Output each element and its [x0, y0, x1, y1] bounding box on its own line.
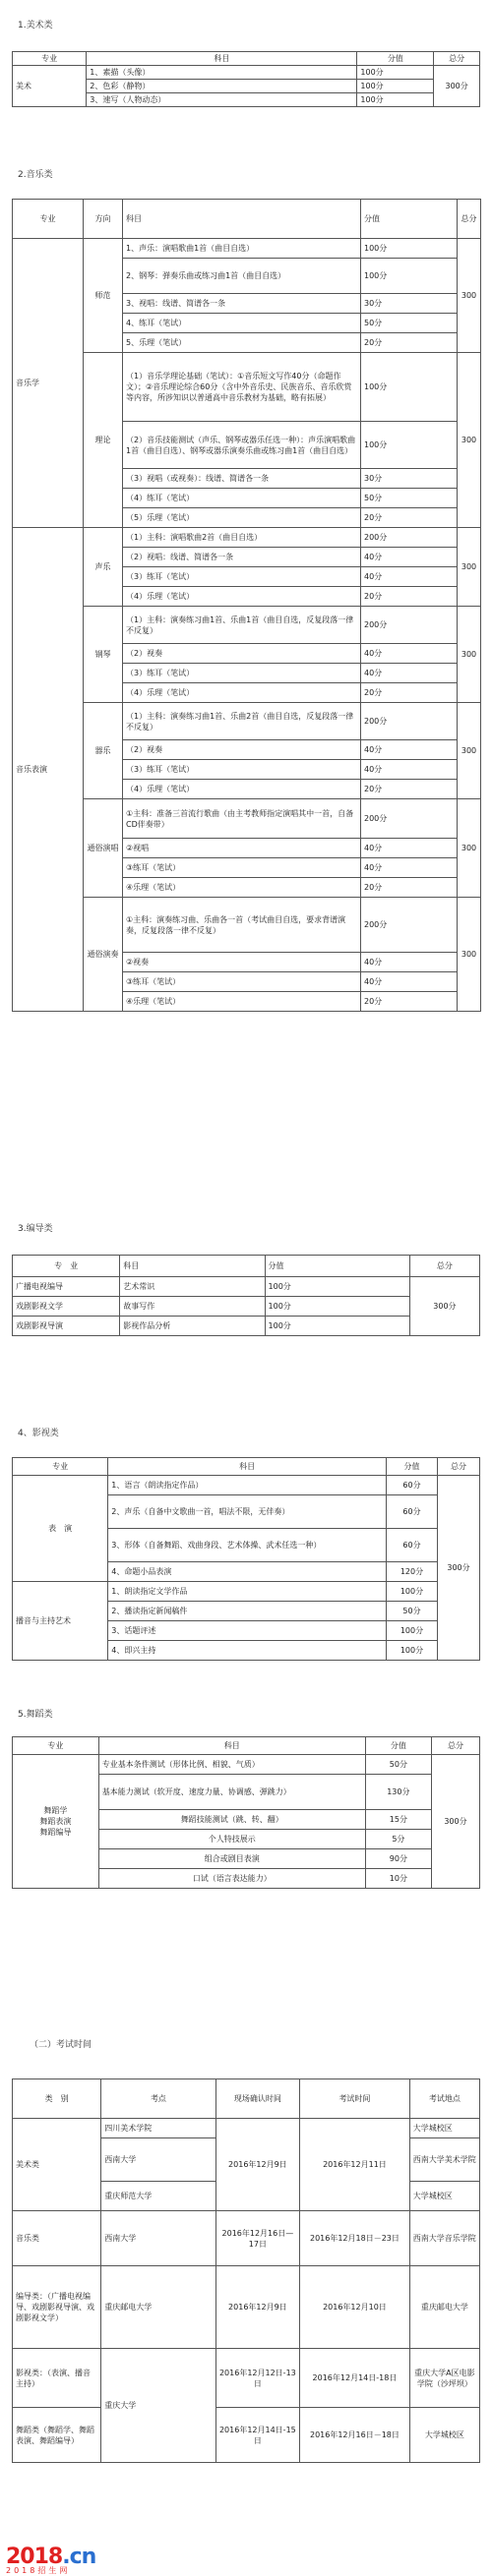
- venue-cell: 重庆邮电大学: [101, 2266, 215, 2349]
- major-cell: 音乐学: [13, 239, 84, 528]
- subject-cell: 2、色彩（静物）: [87, 80, 357, 93]
- subject-cell: （2）视唱：线谱、简谱各一条: [123, 548, 361, 567]
- score-cell: 40分: [361, 664, 458, 683]
- score-cell: 30分: [361, 469, 458, 489]
- header-cell: 科目: [120, 1256, 265, 1277]
- subject-cell: ①主科：准备三首流行歌曲（由主考教师指定演唱其中一首，自备CD伴奏带）: [123, 799, 361, 839]
- subject-cell: 故事写作: [120, 1297, 265, 1317]
- major-cell: 戏剧影视文学: [13, 1297, 120, 1317]
- total-cell: 300: [458, 239, 481, 353]
- score-cell: 200分: [361, 898, 458, 953]
- subject-cell: （1）主科：演奏练习曲1首、乐曲2首（曲目自选，反复段落一律不反复）: [123, 703, 361, 740]
- score-cell: 100分: [265, 1297, 409, 1317]
- header-cell: 总分: [458, 200, 481, 239]
- venue-cell: 重庆大学: [101, 2349, 215, 2463]
- venue-cell: 四川美术学院: [101, 2119, 215, 2138]
- score-cell: 200分: [361, 799, 458, 839]
- subject-cell: （2）音乐技能测试（声乐、钢琴或器乐任选一种）：声乐演唱歌曲1首（曲目自选）、钢琴或器乐演奏乐曲或练习曲1首（曲目自选）: [123, 422, 361, 469]
- place-cell: 大学城校区: [409, 2119, 479, 2138]
- subject-cell: 3、速写（人物动态）: [87, 93, 357, 107]
- direction-cell: 通俗演奏: [84, 898, 123, 1012]
- category-cell: 影视类：（表演、播音主持）: [13, 2349, 101, 2408]
- subject-cell: 舞蹈技能测试（跳、转、翻）: [98, 1810, 365, 1830]
- direction-cell: 声乐: [84, 528, 123, 607]
- category-cell: 编导类：（广播电视编导、戏剧影视导演、戏剧影视文学）: [13, 2266, 101, 2349]
- subject-cell: ④乐理（笔试）: [123, 992, 361, 1012]
- header-cell: 专业: [13, 1737, 99, 1755]
- score-cell: 40分: [361, 760, 458, 780]
- subject-cell: 个人特技展示: [98, 1830, 365, 1849]
- total-cell: 300: [458, 898, 481, 1012]
- site-watermark-logo: [6, 2545, 95, 2576]
- subject-cell: 2、播读指定新闻稿件: [108, 1602, 387, 1621]
- score-cell: 100分: [357, 93, 434, 107]
- header-cell: 方向: [84, 200, 123, 239]
- place-cell: 重庆邮电大学: [409, 2266, 479, 2349]
- subject-cell: （4）乐理（笔试）: [123, 587, 361, 607]
- watermark-year: 2018: [6, 2545, 63, 2569]
- subject-cell: 2、钢琴：弹奏乐曲或练习曲1首（曲目自选）: [123, 259, 361, 294]
- score-cell: 200分: [361, 703, 458, 740]
- score-cell: 100分: [357, 80, 434, 93]
- section-music-title: 2.音乐类: [18, 170, 53, 180]
- header-cell: 专 业: [13, 1256, 120, 1277]
- direction-cell: 钢琴: [84, 607, 123, 703]
- score-cell: 40分: [361, 953, 458, 972]
- subject-cell: 3、话题评述: [108, 1621, 387, 1641]
- subject-cell: （5）乐理（笔试）: [123, 508, 361, 528]
- major-cell: [13, 1755, 99, 1889]
- major-cell: 美术: [13, 66, 87, 107]
- art-table: [12, 51, 480, 107]
- section-art-title: 1.美术类: [18, 21, 53, 30]
- header-cell: 总分: [431, 1737, 479, 1755]
- exam-time-cell: 2016年12月10日: [300, 2266, 410, 2349]
- place-cell: 重庆大学A区电影学院（沙坪坝）: [409, 2349, 479, 2408]
- score-cell: 100分: [361, 353, 458, 422]
- header-cell: 考点: [101, 2079, 215, 2119]
- score-cell: 50分: [386, 1602, 437, 1621]
- direction-cell: 师范: [84, 239, 123, 353]
- score-cell: 40分: [361, 567, 458, 587]
- major-cell: 表 演: [13, 1476, 108, 1582]
- header-cell: 分值: [386, 1458, 437, 1476]
- place-cell: 西南大学美术学院: [409, 2138, 479, 2182]
- score-cell: 20分: [361, 992, 458, 1012]
- score-cell: 40分: [361, 644, 458, 664]
- score-cell: 100分: [386, 1582, 437, 1602]
- header-cell: 考试时间: [300, 2079, 410, 2119]
- score-cell: 40分: [361, 972, 458, 992]
- subject-cell: 4、练耳（笔试）: [123, 314, 361, 333]
- subject-cell: （2）视奏: [123, 644, 361, 664]
- score-cell: 60分: [386, 1476, 437, 1495]
- subject-cell: ②视唱: [123, 839, 361, 858]
- place-cell: 大学城校区: [409, 2408, 479, 2463]
- direction-cell: 器乐: [84, 703, 123, 799]
- total-cell: 300: [458, 799, 481, 898]
- subject-cell: 1、语言（朗读指定作品）: [108, 1476, 387, 1495]
- score-cell: 100分: [265, 1277, 409, 1297]
- film-table: [12, 1457, 480, 1661]
- music-table: [12, 199, 481, 1012]
- score-cell: 100分: [361, 422, 458, 469]
- exam-time-cell: 2016年12月18日－23日: [300, 2211, 410, 2266]
- score-cell: 30分: [361, 294, 458, 314]
- subject-cell: （3）练耳（笔试）: [123, 664, 361, 683]
- subject-cell: （4）乐理（笔试）: [123, 683, 361, 703]
- subject-cell: （1）音乐学理论基础（笔试）：①音乐短文写作40分（命题作文）；②音乐理论综合60分（含中外音乐史、民族音乐、音乐欣赏等内容，所涉知识以普通高中音乐教材为基础，略有拓展）: [123, 353, 361, 422]
- header-cell: 科目: [87, 52, 357, 66]
- subject-cell: （3）练耳（笔试）: [123, 567, 361, 587]
- score-cell: 90分: [365, 1849, 431, 1869]
- header-cell: 分值: [365, 1737, 431, 1755]
- score-cell: 200分: [361, 528, 458, 548]
- confirm-time-cell: 2016年12月12日-13日: [215, 2349, 300, 2408]
- score-cell: 15分: [365, 1810, 431, 1830]
- subject-cell: 1、朗读指定文学作品: [108, 1582, 387, 1602]
- total-cell: 300分: [434, 66, 480, 107]
- score-cell: 50分: [361, 489, 458, 508]
- subject-cell: ④乐理（笔试）: [123, 878, 361, 898]
- score-cell: 130分: [365, 1775, 431, 1810]
- score-cell: 20分: [361, 878, 458, 898]
- score-cell: 60分: [386, 1495, 437, 1529]
- score-cell: 200分: [361, 607, 458, 644]
- exam-time-cell: 2016年12月14日-18日: [300, 2349, 410, 2408]
- subject-cell: ②视奏: [123, 953, 361, 972]
- header-cell: 分值: [265, 1256, 409, 1277]
- subject-cell: （2）视奏: [123, 740, 361, 760]
- subject-cell: ①主科：演奏练习曲、乐曲各一首（考试曲目自选，要求背谱演奏，反复段落一律不反复）: [123, 898, 361, 953]
- section-schedule-title: （二）考试时间: [30, 2040, 92, 2050]
- major-cell: 音乐表演: [13, 528, 84, 1012]
- score-cell: 40分: [361, 740, 458, 760]
- dance-table: [12, 1736, 480, 1889]
- watermark-subtitle: 2018招生网: [6, 2566, 71, 2575]
- score-cell: 20分: [361, 780, 458, 799]
- score-cell: 100分: [361, 239, 458, 259]
- header-cell: 专业: [13, 1458, 108, 1476]
- total-cell: 300分: [438, 1476, 480, 1661]
- header-cell: 类 别: [13, 2079, 101, 2119]
- score-cell: 100分: [357, 66, 434, 80]
- section-directing-title: 3.编导类: [18, 1224, 53, 1234]
- score-cell: 100分: [386, 1621, 437, 1641]
- subject-cell: （3）视唱（或视奏）：线谱、简谱各一条: [123, 469, 361, 489]
- header-cell: 考试地点: [409, 2079, 479, 2119]
- category-cell: 美术类: [13, 2119, 101, 2211]
- score-cell: 50分: [365, 1755, 431, 1775]
- header-cell: 现场确认时间: [215, 2079, 300, 2119]
- score-cell: 100分: [361, 259, 458, 294]
- subject-cell: 3、视唱：线谱、简谱各一条: [123, 294, 361, 314]
- confirm-time-cell: 2016年12月16日—17日: [215, 2211, 300, 2266]
- score-cell: 40分: [361, 858, 458, 878]
- header-cell: 分值: [361, 200, 458, 239]
- directing-table: [12, 1255, 480, 1336]
- subject-cell: （4）乐理（笔试）: [123, 780, 361, 799]
- score-cell: 100分: [386, 1641, 437, 1661]
- header-cell: 科目: [108, 1458, 387, 1476]
- subject-cell: （1）主科：演奏练习曲1首、乐曲1首（曲目自选，反复段落一律不反复）: [123, 607, 361, 644]
- total-cell: 300: [458, 607, 481, 703]
- subject-cell: 4、命题小品表演: [108, 1562, 387, 1582]
- section-dance-title: 5.舞蹈类: [18, 1710, 53, 1720]
- score-cell: 5分: [365, 1830, 431, 1849]
- header-cell: 总分: [438, 1458, 480, 1476]
- score-cell: 20分: [361, 683, 458, 703]
- place-cell: 西南大学音乐学院: [409, 2211, 479, 2266]
- major-cell: 广播电视编导: [13, 1277, 120, 1297]
- score-cell: 40分: [361, 548, 458, 567]
- total-cell: 300分: [431, 1755, 479, 1889]
- category-cell: 舞蹈类（舞蹈学、舞蹈表演、舞蹈编导）: [13, 2408, 101, 2463]
- header-cell: 总分: [409, 1256, 479, 1277]
- subject-cell: （3）练耳（笔试）: [123, 760, 361, 780]
- confirm-time-cell: 2016年12月9日: [215, 2266, 300, 2349]
- subject-cell: 2、声乐（自备中文歌曲一首，唱法不限，无伴奏）: [108, 1495, 387, 1529]
- watermark-domain: .cn: [62, 2545, 96, 2569]
- score-cell: 120分: [386, 1562, 437, 1582]
- schedule-table: [12, 2078, 480, 2463]
- major-name: 舞蹈编导: [39, 1828, 72, 1837]
- confirm-time-cell: 2016年12月9日: [215, 2119, 300, 2211]
- venue-cell: 重庆师范大学: [101, 2182, 215, 2211]
- score-cell: 100分: [265, 1317, 409, 1336]
- major-name: 舞蹈学: [43, 1806, 68, 1815]
- score-cell: 60分: [386, 1529, 437, 1562]
- total-cell: 300: [458, 528, 481, 607]
- header-cell: 分值: [357, 52, 434, 66]
- score-cell: 50分: [361, 314, 458, 333]
- major-cell: 播音与主持艺术: [13, 1582, 108, 1661]
- category-cell: 音乐类: [13, 2211, 101, 2266]
- venue-cell: 西南大学: [101, 2211, 215, 2266]
- subject-cell: 组合或剧目表演: [98, 1849, 365, 1869]
- direction-cell: 通俗演唱: [84, 799, 123, 898]
- subject-cell: ③练耳（笔试）: [123, 858, 361, 878]
- total-cell: 300分: [409, 1277, 479, 1336]
- header-cell: 专业: [13, 52, 87, 66]
- subject-cell: 5、乐理（笔试）: [123, 333, 361, 353]
- score-cell: 10分: [365, 1869, 431, 1889]
- subject-cell: 3、形体（自备舞蹈、戏曲身段、艺术体操、武术任选一种）: [108, 1529, 387, 1562]
- header-cell: 专业: [13, 200, 84, 239]
- venue-cell: 西南大学: [101, 2138, 215, 2182]
- section-film-title: 4、影视类: [18, 1429, 59, 1438]
- subject-cell: （4）练耳（笔试）: [123, 489, 361, 508]
- subject-cell: 基本能力测试（软开度、速度力量、协调感、弹跳力）: [98, 1775, 365, 1810]
- score-cell: 20分: [361, 587, 458, 607]
- total-cell: 300: [458, 703, 481, 799]
- subject-cell: 1、声乐：演唱歌曲1首（曲目自选）: [123, 239, 361, 259]
- subject-cell: （1）主科：演唱歌曲2首（曲目自选）: [123, 528, 361, 548]
- score-cell: 40分: [361, 839, 458, 858]
- header-cell: 科目: [123, 200, 361, 239]
- subject-cell: 影视作品分析: [120, 1317, 265, 1336]
- direction-cell: 理论: [84, 353, 123, 528]
- header-cell: 总分: [434, 52, 480, 66]
- exam-time-cell: 2016年12月16日－18日: [300, 2408, 410, 2463]
- exam-time-cell: 2016年12月11日: [300, 2119, 410, 2211]
- subject-cell: 专业基本条件测试（形体比例、相貌、气质）: [98, 1755, 365, 1775]
- place-cell: 大学城校区: [409, 2182, 479, 2211]
- header-cell: 科目: [98, 1737, 365, 1755]
- score-cell: 20分: [361, 508, 458, 528]
- subject-cell: 艺术常识: [120, 1277, 265, 1297]
- major-name: 舞蹈表演: [39, 1817, 72, 1826]
- subject-cell: 口试（语言表达能力）: [98, 1869, 365, 1889]
- subject-cell: 4、即兴主持: [108, 1641, 387, 1661]
- subject-cell: ③练耳（笔试）: [123, 972, 361, 992]
- subject-cell: 1、素描（头像）: [87, 66, 357, 80]
- major-cell: 戏剧影视导演: [13, 1317, 120, 1336]
- total-cell: 300: [458, 353, 481, 528]
- score-cell: 20分: [361, 333, 458, 353]
- confirm-time-cell: 2016年12月14日-15日: [215, 2408, 300, 2463]
